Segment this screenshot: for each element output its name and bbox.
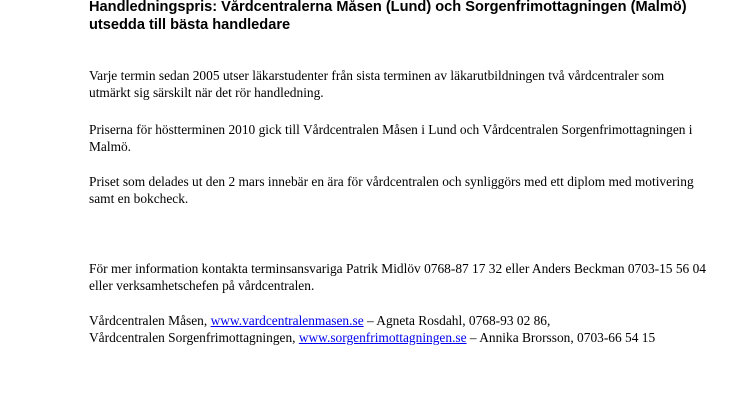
masen-contact-prefix: Vårdcentralen Måsen, bbox=[89, 313, 211, 328]
sorgenfri-contact-prefix: Vårdcentralen Sorgenfrimottagningen, bbox=[89, 330, 299, 345]
paragraph-prize: Priset som delades ut den 2 mars innebär en ära för vårdcentralen och synliggörs med ett diplom med motivering samt en bokcheck. bbox=[89, 174, 694, 206]
masen-contact-suffix: – Agneta Rosdahl, 0768-93 02 86, bbox=[363, 313, 551, 328]
sorgenfri-contact-suffix: – Annika Brorsson, 0703-66 54 15 bbox=[466, 330, 656, 345]
paragraph-winners: Priserna för höstterminen 2010 gick till Vårdcentralen Måsen i Lund och Vårdcentralen Sorgenfrimottagningen i Malmö. bbox=[89, 122, 693, 154]
sorgenfri-website-link[interactable]: www.sorgenfrimottagningen.se bbox=[298, 330, 467, 345]
paragraph-contact-info: För mer information kontakta terminsansvariga Patrik Midlöv 0768-87 17 32 eller Anders Beckman 0703-15 56 04 eller verksamhetschefen på vårdcentralen. bbox=[89, 261, 706, 293]
paragraph-intro: Varje termin sedan 2005 utser läkarstudenter från sista terminen av läkarutbildningen två vårdcentraler som utmärkt sig särskilt när det rör handledning. bbox=[89, 68, 665, 100]
paragraph-contacts bbox=[89, 312, 709, 346]
masen-website-link[interactable]: www.vardcentralenmasen.se bbox=[210, 313, 364, 328]
document-title: Handledningspris: Vårdcentralerna Måsen (Lund) och Sorgenfrimottagningen (Malmö) utsedda till bästa handledare bbox=[89, 0, 687, 33]
